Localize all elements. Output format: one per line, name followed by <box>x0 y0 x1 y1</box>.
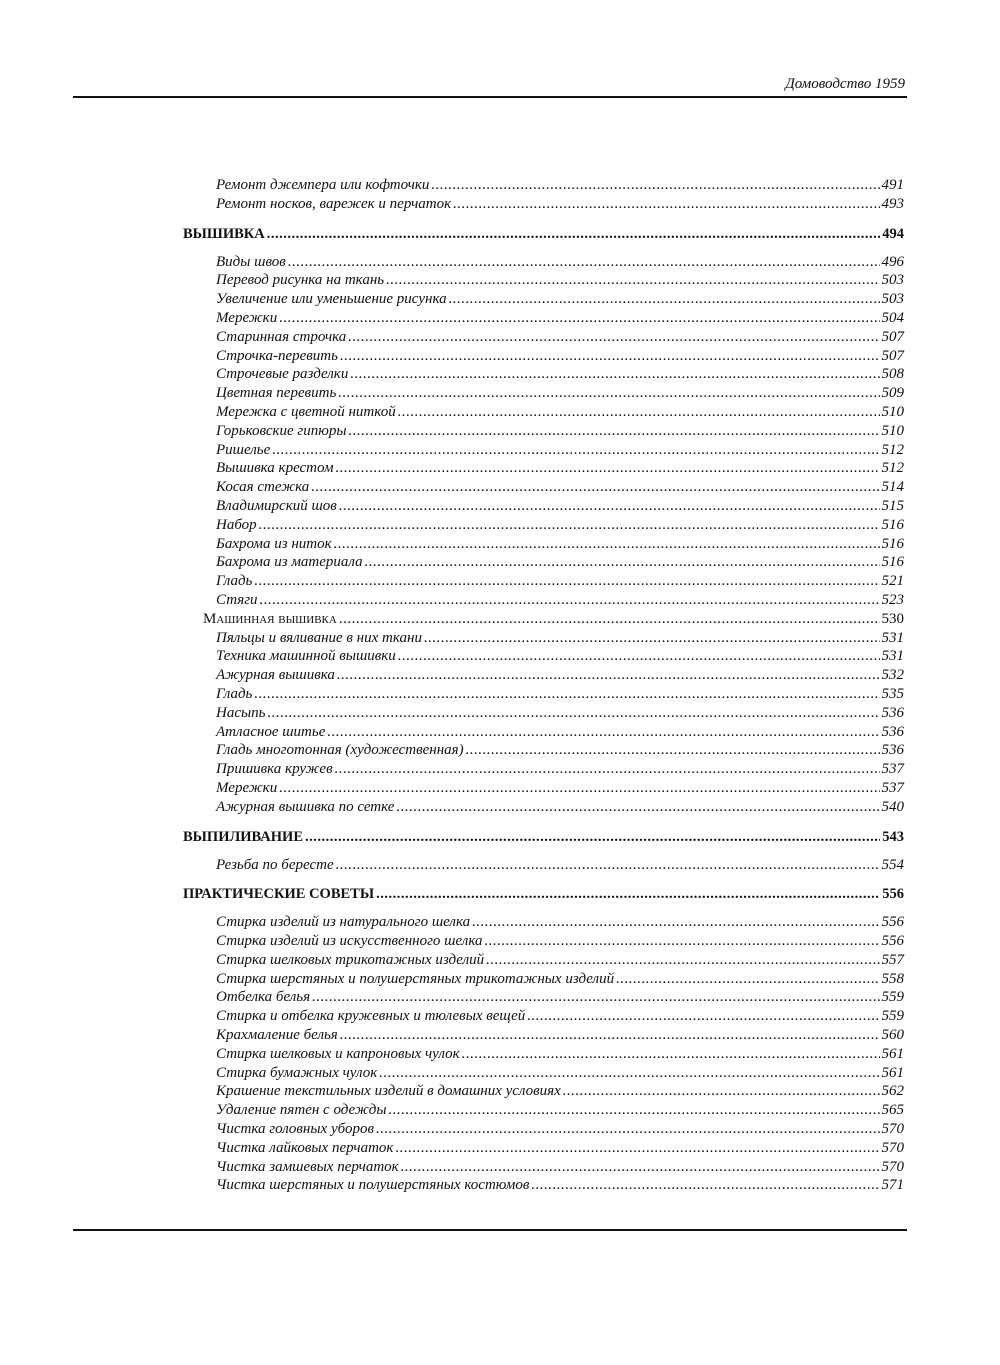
toc-page-number: 535 <box>881 685 904 702</box>
toc-entry[interactable] <box>183 704 904 723</box>
toc-page-number: 558 <box>881 970 904 987</box>
toc-spacer <box>183 244 904 253</box>
toc-entry-title: Техника машинной вышивки <box>216 648 396 665</box>
header-rule <box>73 96 907 98</box>
toc-leader-dots <box>267 704 879 723</box>
toc-page-number: 571 <box>881 1177 904 1194</box>
toc-entry[interactable] <box>183 1101 904 1120</box>
toc-entry-title: Крашение текстильных изделий в домашних условиях <box>216 1083 561 1100</box>
toc-entry-title: Отбелка белья <box>216 989 311 1006</box>
toc-entry-title: Чистка шерстяных и полушерстяных костюмов <box>216 1177 530 1194</box>
toc-leader-dots <box>288 253 880 272</box>
toc-page-number: 509 <box>881 385 904 402</box>
toc-group <box>183 253 904 610</box>
toc-entry-title: Мережка с цветной ниткой <box>216 403 396 420</box>
toc-leader-dots <box>379 1064 879 1083</box>
toc-entry-title: Стирка шелковых трикотажных изделий <box>216 951 485 968</box>
toc-entry[interactable] <box>183 347 904 366</box>
toc-entry-title: Стирка изделий из натурального шелка <box>216 914 471 931</box>
toc-page-number: 570 <box>881 1139 904 1156</box>
toc-leader-dots <box>398 403 880 422</box>
toc-entry[interactable] <box>183 1064 904 1083</box>
toc-leader-dots <box>336 856 880 875</box>
toc-page-number: 512 <box>881 460 904 477</box>
toc-leader-dots <box>527 1007 879 1026</box>
toc-leader-dots <box>335 760 880 779</box>
toc-entry-title: Косая стежка <box>216 479 310 496</box>
toc-leader-dots <box>376 884 880 904</box>
toc-entry-title: Стирка и отбелка кружевных и тюлевых вещей <box>216 1008 526 1025</box>
toc-page-number: 514 <box>881 479 904 496</box>
toc-entry[interactable] <box>183 1158 904 1177</box>
toc-entry[interactable] <box>183 970 904 989</box>
toc-leader-dots <box>531 1176 879 1195</box>
toc-entry[interactable] <box>183 535 904 554</box>
toc-entry-title: Ажурная вышивка по сетке <box>216 798 395 815</box>
toc-leader-dots <box>337 666 880 685</box>
toc-page-number: 554 <box>881 856 904 873</box>
toc-leader-dots <box>616 970 879 989</box>
toc-subsection-title: Машинная вышивка <box>203 610 337 627</box>
toc-page-number: 570 <box>881 1158 904 1175</box>
toc-entry[interactable] <box>183 572 904 591</box>
running-header-title: Домоводство 1959 <box>785 76 905 92</box>
toc-entry[interactable] <box>183 856 904 875</box>
toc-entry[interactable] <box>183 176 904 195</box>
toc-entry-title: Пришивка кружев <box>216 761 333 778</box>
toc-page-number: 537 <box>881 761 904 778</box>
toc-entry[interactable] <box>183 384 904 403</box>
toc-group <box>183 913 904 1195</box>
toc-entry-title: Владимирский шов <box>216 497 337 514</box>
toc-page-number: 510 <box>881 403 904 420</box>
toc-entry[interactable] <box>183 666 904 685</box>
toc-entry-title: Гладь <box>216 573 253 590</box>
toc-leader-dots <box>334 535 880 554</box>
toc-page-number: 516 <box>881 554 904 571</box>
toc-entry[interactable] <box>183 798 904 817</box>
toc-page-number: 559 <box>881 1008 904 1025</box>
toc-leader-dots <box>466 741 880 760</box>
toc-entry[interactable] <box>183 1120 904 1139</box>
toc-entry-title: Стирка изделий из искусственного шелка <box>216 933 483 950</box>
toc-entry[interactable] <box>183 516 904 535</box>
toc-entry[interactable] <box>183 422 904 441</box>
toc-leader-dots <box>336 459 880 478</box>
toc-page-number: 491 <box>881 177 904 193</box>
toc-entry-title: Удаление пятен с одежды <box>216 1102 387 1119</box>
toc-page-number: 523 <box>881 591 904 608</box>
toc-leader-dots <box>484 932 879 951</box>
toc-entry[interactable] <box>183 685 904 704</box>
toc-page-number: 570 <box>881 1121 904 1138</box>
toc-leader-dots <box>267 224 880 244</box>
toc-entry[interactable] <box>183 932 904 951</box>
toc-leader-dots <box>254 685 879 704</box>
toc-entry-title: Ремонт джемпера или кофточки <box>216 177 430 193</box>
toc-page-number: 494 <box>882 225 904 242</box>
toc-leader-dots <box>279 309 879 328</box>
toc-page-number: 510 <box>881 422 904 439</box>
toc-entry-title: Бахрома из материала <box>216 554 363 571</box>
toc-entry-title: Стирка шелковых и капроновых чулок <box>216 1045 460 1062</box>
toc-entry[interactable] <box>183 195 904 214</box>
toc-entry-title: Строчка-перевить <box>216 347 338 364</box>
toc-leader-dots <box>348 328 879 347</box>
toc-entry[interactable] <box>183 403 904 422</box>
toc-page-number: 530 <box>881 610 904 627</box>
toc-section-title: ПРАКТИЧЕСКИЕ СОВЕТЫ <box>183 886 375 903</box>
toc-spacer <box>183 847 904 856</box>
toc-page-number: 543 <box>882 828 904 845</box>
toc-page-number: 562 <box>881 1083 904 1100</box>
toc-page-number: 516 <box>881 535 904 552</box>
toc-leader-dots <box>396 798 879 817</box>
toc-page-number: 515 <box>881 497 904 514</box>
toc-leader-dots <box>365 553 880 572</box>
toc-page-number: 507 <box>881 347 904 364</box>
toc-page-number: 536 <box>881 742 904 759</box>
toc-entry-title: Стирка шерстяных и полушерстяных трикотажных изделий <box>216 970 615 987</box>
toc-entry[interactable] <box>183 951 904 970</box>
toc-section-fretwork[interactable] <box>183 827 904 847</box>
toc-page-number: 560 <box>881 1027 904 1044</box>
toc-entry-title: Перевод рисунка на ткань <box>216 272 385 289</box>
toc-page-number: 493 <box>881 195 904 212</box>
toc-entry[interactable] <box>183 1045 904 1064</box>
toc-page-number: 540 <box>881 798 904 815</box>
toc-group <box>183 856 904 875</box>
toc-leader-dots <box>312 988 879 1007</box>
toc-page-number: 521 <box>881 573 904 590</box>
toc-entry[interactable] <box>183 1082 904 1101</box>
toc-leader-dots <box>327 723 879 742</box>
toc-entry[interactable] <box>183 760 904 779</box>
toc-entry[interactable] <box>183 1139 904 1158</box>
toc-entry-title: Резьба по бересте <box>216 856 334 873</box>
toc-page-number: 565 <box>881 1102 904 1119</box>
toc-entry-title: Ришелье <box>216 441 271 458</box>
toc-page-number: 556 <box>881 933 904 950</box>
toc-entry-title: Строчевые разделки <box>216 366 349 383</box>
toc-section-practical-tips[interactable] <box>183 884 904 904</box>
toc-entry[interactable] <box>183 1007 904 1026</box>
toc-page-number: 556 <box>882 886 904 903</box>
toc-page-number: 503 <box>881 291 904 308</box>
toc-leader-dots <box>340 1026 880 1045</box>
toc-entry[interactable] <box>183 779 904 798</box>
toc-leader-dots <box>340 347 880 366</box>
toc-spacer <box>183 817 904 827</box>
toc-leader-dots <box>339 497 880 516</box>
toc-page-number: 561 <box>881 1045 904 1062</box>
toc-entry[interactable] <box>183 365 904 384</box>
toc-section-title: ВЫШИВКА <box>183 225 265 242</box>
toc-entry[interactable] <box>183 741 904 760</box>
toc-page-number: 556 <box>881 914 904 931</box>
toc-page-number: 531 <box>881 648 904 665</box>
toc-entry[interactable] <box>183 988 904 1007</box>
toc-entry-title: Пяльцы и вяливание в них ткани <box>216 629 422 646</box>
toc-leader-dots <box>339 610 880 629</box>
toc-entry[interactable] <box>183 647 904 666</box>
toc-leader-dots <box>349 422 880 441</box>
toc-leader-dots <box>398 647 880 666</box>
toc-leader-dots <box>338 384 879 403</box>
toc-entry-title: Вышивка крестом <box>216 460 334 477</box>
toc-entry-title: Атласное шитье <box>216 723 326 740</box>
toc-page-number: 536 <box>881 704 904 721</box>
toc-page-number: 508 <box>881 366 904 383</box>
toc-entry-title: Мережки <box>216 309 278 326</box>
toc-leader-dots <box>431 176 879 195</box>
toc-page-number: 532 <box>881 667 904 684</box>
toc-entry-title: Мережки <box>216 779 278 796</box>
toc-page-number: 496 <box>881 253 904 270</box>
toc-leader-dots <box>563 1082 880 1101</box>
toc-leader-dots <box>424 629 880 648</box>
toc-leader-dots <box>311 478 879 497</box>
toc-subsection-machine-embroidery[interactable] <box>183 610 904 629</box>
toc-entry-title: Увеличение или уменьшение рисунка <box>216 291 447 308</box>
toc-entry-title: Горьковские гипюры <box>216 422 347 439</box>
toc-page-number: 531 <box>881 629 904 646</box>
toc-entry[interactable] <box>183 629 904 648</box>
toc-entry[interactable] <box>183 309 904 328</box>
toc-spacer <box>183 874 904 884</box>
table-of-contents <box>183 176 904 1195</box>
toc-entry-title: Виды швов <box>216 253 286 270</box>
toc-page-number: 516 <box>881 516 904 533</box>
toc-group <box>183 176 904 214</box>
toc-leader-dots <box>486 951 879 970</box>
toc-entry-title: Чистка лайковых перчаток <box>216 1139 394 1156</box>
toc-entry-title: Старинная строчка <box>216 328 347 345</box>
toc-entry-title: Ремонт носков, варежек и перчаток <box>216 195 452 212</box>
toc-entry[interactable] <box>183 497 904 516</box>
toc-entry-title: Набор <box>216 516 257 533</box>
toc-entry[interactable] <box>183 1026 904 1045</box>
toc-page-number: 536 <box>881 723 904 740</box>
toc-section-title: ВЫПИЛИВАНИЕ <box>183 828 304 845</box>
toc-entry[interactable] <box>183 290 904 309</box>
toc-entry[interactable] <box>183 723 904 742</box>
toc-leader-dots <box>305 827 880 847</box>
toc-leader-dots <box>350 365 879 384</box>
toc-entry-title: Ажурная вышивка <box>216 667 335 684</box>
toc-entry[interactable] <box>183 271 904 290</box>
toc-entry[interactable] <box>183 591 904 610</box>
toc-leader-dots <box>376 1120 880 1139</box>
toc-page-number: 557 <box>881 951 904 968</box>
toc-entry-title: Гладь многотонная (художественная) <box>216 742 464 759</box>
toc-entry[interactable] <box>183 913 904 932</box>
toc-page-number: 537 <box>881 779 904 796</box>
toc-entry[interactable] <box>183 441 904 460</box>
toc-entry-title: Бахрома из ниток <box>216 535 332 552</box>
footer-rule <box>73 1229 907 1231</box>
toc-page-number: 507 <box>881 328 904 345</box>
toc-leader-dots <box>389 1101 880 1120</box>
toc-entry-title: Цветная перевить <box>216 385 337 402</box>
toc-leader-dots <box>401 1158 880 1177</box>
toc-entry-title: Насыпь <box>216 704 266 721</box>
toc-section-embroidery[interactable] <box>183 224 904 244</box>
toc-page-number: 503 <box>881 272 904 289</box>
toc-leader-dots <box>272 441 879 460</box>
toc-entry[interactable] <box>183 459 904 478</box>
toc-entry[interactable] <box>183 1176 904 1195</box>
toc-page-number: 559 <box>881 989 904 1006</box>
toc-leader-dots <box>449 290 880 309</box>
toc-leader-dots <box>395 1139 879 1158</box>
toc-leader-dots <box>259 516 880 535</box>
toc-entry[interactable] <box>183 253 904 272</box>
toc-leader-dots <box>462 1045 880 1064</box>
toc-spacer <box>183 904 904 913</box>
toc-entry-title: Крахмаление белья <box>216 1027 338 1044</box>
toc-leader-dots <box>472 913 879 932</box>
toc-entry-title: Стяги <box>216 591 258 608</box>
toc-spacer <box>183 214 904 224</box>
toc-leader-dots <box>279 779 879 798</box>
toc-page-number: 561 <box>881 1064 904 1081</box>
toc-entry-title: Гладь <box>216 685 253 702</box>
toc-entry[interactable] <box>183 553 904 572</box>
toc-leader-dots <box>386 271 879 290</box>
toc-group <box>183 629 904 817</box>
toc-entry-title: Чистка замшевых перчаток <box>216 1158 399 1175</box>
toc-leader-dots <box>254 572 879 591</box>
toc-leader-dots <box>260 591 880 610</box>
toc-page-number: 504 <box>881 309 904 326</box>
toc-entry[interactable] <box>183 328 904 347</box>
toc-entry-title: Стирка бумажных чулок <box>216 1064 378 1081</box>
toc-page-number: 512 <box>881 441 904 458</box>
toc-leader-dots <box>453 195 879 214</box>
toc-entry-title: Чистка головных уборов <box>216 1121 374 1138</box>
toc-entry[interactable] <box>183 478 904 497</box>
